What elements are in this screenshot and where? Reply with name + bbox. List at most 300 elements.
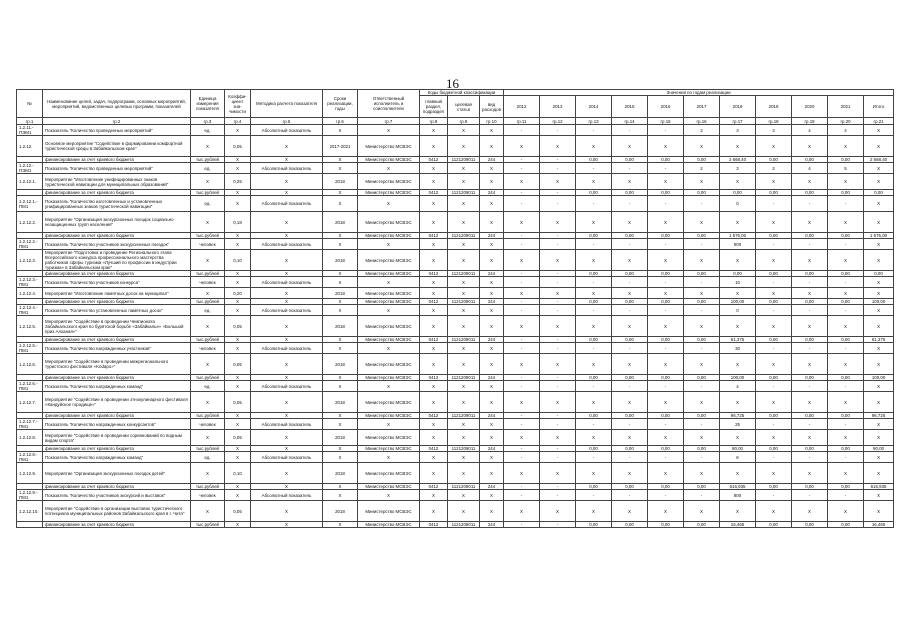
cell-responsible: Министерство МСВЭС [358, 271, 420, 277]
cell-y2015: X [612, 250, 648, 271]
cell-y2020: X [792, 288, 828, 299]
header-number: № [17, 90, 43, 118]
cell-y2015: - [612, 163, 648, 174]
cell-coefficient: 0,05 [225, 430, 251, 446]
cell-coefficient: X [225, 446, 251, 452]
column-number-cell: гр.8 [420, 118, 448, 125]
column-number-cell: гр.3 [191, 118, 225, 125]
cell-expense-type: X [480, 501, 504, 522]
cell-y2016: - [648, 381, 684, 392]
cell-name: финансирование за счет краевого бюджета [43, 337, 191, 343]
cell-chapter: X [420, 452, 448, 463]
cell-expense-type: X [480, 250, 504, 271]
cell-y2016: - [648, 125, 684, 136]
cell-y2017: X [684, 288, 720, 299]
cell-y2015: - [612, 125, 648, 136]
header-total: Итого [864, 96, 894, 118]
cell-y2018: X [720, 463, 756, 484]
cell-y2020: 0,00 [792, 157, 828, 163]
cell-name: Мероприятие "Организация экскурсионных поездок социально незащищенных групп населения" [43, 212, 191, 233]
cell-unit: тыс.рублей [191, 413, 225, 419]
cell-y2021: X [828, 212, 864, 233]
cell-y2013: - [540, 484, 576, 490]
cell-expense-type: 244 [480, 157, 504, 163]
cell-target-article: 1121209011 [448, 190, 480, 196]
cell-y2013: - [540, 125, 576, 136]
cell-y2012: - [504, 522, 540, 528]
cell-y2018: 8 [720, 452, 756, 463]
cell-expense-type: 244 [480, 190, 504, 196]
cell-responsible: Министерство МСВЭС [358, 522, 420, 528]
cell-total: 616,935 [864, 484, 894, 490]
cell-y2017: X [684, 392, 720, 413]
cell-y2014: - [576, 196, 612, 212]
cell-y2012: - [504, 233, 540, 239]
cell-coefficient: X [225, 419, 251, 430]
cell-unit: тыс.рублей [191, 337, 225, 343]
cell-name: Показатель "Количество награжденных конкурсантов" [43, 419, 191, 430]
cell-y2020: 4 [792, 163, 828, 174]
cell-coefficient: X [225, 343, 251, 354]
cell-responsible: X [358, 343, 420, 354]
cell-method: X [251, 250, 323, 271]
cell-expense-type: X [480, 392, 504, 413]
cell-chapter: 0412 [420, 522, 448, 528]
cell-y2015: X [612, 430, 648, 446]
cell-y2020: X [792, 501, 828, 522]
cell-total: X [864, 288, 894, 299]
header-budget-codes: Коды бюджетной классификации [420, 90, 504, 96]
cell-y2021: 0,00 [828, 233, 864, 239]
cell-y2019: X [756, 316, 792, 337]
cell-y2015: X [612, 288, 648, 299]
cell-unit: ед. [191, 125, 225, 136]
cell-y2014: X [576, 501, 612, 522]
cell-unit: человек [191, 490, 225, 501]
table-row [17, 452, 894, 463]
cell-target-article: X [448, 392, 480, 413]
cell-y2013: X [540, 501, 576, 522]
cell-chapter: X [420, 212, 448, 233]
cell-y2014: - [576, 419, 612, 430]
cell-chapter: X [420, 430, 448, 446]
cell-name: финансирование за счет краевого бюджета [43, 375, 191, 381]
cell-y2012: - [504, 163, 540, 174]
cell-y2015: 0,00 [612, 446, 648, 452]
cell-unit: тыс.рублей [191, 446, 225, 452]
cell-y2017: X [684, 250, 720, 271]
header-method: Методика расчета показателя [251, 90, 323, 118]
cell-y2018: 3 [720, 163, 756, 174]
cell-method: X [251, 375, 323, 381]
cell-y2013: - [540, 337, 576, 343]
cell-y2021: X [828, 392, 864, 413]
cell-y2021: - [828, 343, 864, 354]
cell-term: 2018 [323, 316, 358, 337]
cell-term: X [323, 419, 358, 430]
cell-y2015: - [612, 419, 648, 430]
cell-name: финансирование за счет краевого бюджета [43, 446, 191, 452]
cell-chapter: X [420, 250, 448, 271]
cell-coefficient: X [225, 271, 251, 277]
cell-target-article: X [448, 343, 480, 354]
cell-y2012: - [504, 299, 540, 305]
cell-y2016: X [648, 250, 684, 271]
cell-y2016: 0,00 [648, 484, 684, 490]
cell-coefficient: X [225, 375, 251, 381]
cell-y2016: - [648, 452, 684, 463]
cell-chapter: 0412 [420, 271, 448, 277]
column-number-cell: гр.6 [323, 118, 358, 125]
cell-y2021: - [828, 305, 864, 316]
column-number-cell: гр.9 [448, 118, 480, 125]
cell-number: 1.2.12.8.-ПМ1 [17, 452, 43, 463]
cell-y2020: X [792, 430, 828, 446]
cell-y2021: 0,00 [828, 446, 864, 452]
header-expense-type: вид расходов [480, 96, 504, 118]
column-number-row [17, 118, 894, 125]
cell-y2017: 0,00 [684, 337, 720, 343]
cell-coefficient: 0,05 [225, 316, 251, 337]
cell-y2021: X [828, 288, 864, 299]
cell-responsible: Министерство МСВЭС [358, 190, 420, 196]
cell-responsible: Министерство МСВЭС [358, 413, 420, 419]
cell-term: 2018 [323, 501, 358, 522]
cell-responsible: Министерство МСВЭС [358, 484, 420, 490]
cell-y2020: X [792, 136, 828, 157]
cell-expense-type: 244 [480, 271, 504, 277]
cell-number: 1.2.12.9. [17, 463, 43, 484]
header-year: 2012 [504, 96, 540, 118]
cell-name: Мероприятие "Изготовление унифицированных знаков туристической навигации для муниципальных образований" [43, 174, 191, 190]
cell-y2019: - [756, 305, 792, 316]
table-row [17, 305, 894, 316]
cell-y2017: X [684, 463, 720, 484]
cell-target-article: X [448, 212, 480, 233]
cell-y2016: X [648, 463, 684, 484]
cell-number: 1.2.12.7.-ПМ1 [17, 419, 43, 430]
cell-name: Показатель "Количество изготовленных и установленных унифицированных знаков туристической навигации" [43, 196, 191, 212]
cell-name: Показатель "Количество участников экскурсионных поездок" [43, 239, 191, 250]
cell-method: X [251, 430, 323, 446]
cell-y2013: - [540, 277, 576, 288]
cell-total: X [864, 354, 894, 375]
cell-unit: X [191, 392, 225, 413]
cell-y2020: - [792, 239, 828, 250]
cell-y2014: - [576, 305, 612, 316]
cell-y2015: 0,00 [612, 484, 648, 490]
cell-y2020: - [792, 343, 828, 354]
cell-y2016: - [648, 490, 684, 501]
cell-number: 1.2.12.7. [17, 392, 43, 413]
cell-y2020: 0,00 [792, 233, 828, 239]
cell-term: 2018 [323, 392, 358, 413]
cell-coefficient: 0,25 [225, 174, 251, 190]
cell-name: Основное мероприятие "Содействие в формировании комфортной туристической среды в Забайкальском крае" [43, 136, 191, 157]
cell-unit: ед. [191, 305, 225, 316]
cell-y2019: 0,00 [756, 271, 792, 277]
cell-target-article: X [448, 354, 480, 375]
cell-y2018: X [720, 288, 756, 299]
cell-total: X [864, 125, 894, 136]
cell-y2017: - [684, 419, 720, 430]
cell-name: финансирование за счет краевого бюджета [43, 271, 191, 277]
cell-target-article: X [448, 136, 480, 157]
cell-y2015: X [612, 174, 648, 190]
cell-name: финансирование за счет краевого бюджета [43, 522, 191, 528]
cell-y2017: - [684, 305, 720, 316]
cell-y2014: - [576, 239, 612, 250]
cell-y2014: X [576, 316, 612, 337]
header-year: 2013 [540, 96, 576, 118]
cell-unit: X [191, 354, 225, 375]
header-chapter: главный раздел, подраздел [420, 96, 448, 118]
cell-term: 2017-2021 [323, 136, 358, 157]
cell-responsible: X [358, 419, 420, 430]
cell-y2012: X [504, 354, 540, 375]
cell-y2013: - [540, 157, 576, 163]
cell-y2014: - [576, 163, 612, 174]
cell-y2015: X [612, 212, 648, 233]
cell-y2020: 0,00 [792, 190, 828, 196]
cell-total: X [864, 381, 894, 392]
header-year: 2016 [648, 96, 684, 118]
cell-number [17, 522, 43, 528]
cell-chapter: 0412 [420, 190, 448, 196]
cell-y2021: X [828, 501, 864, 522]
cell-name: Показатель "Количество награжденных команд" [43, 381, 191, 392]
cell-y2020: - [792, 419, 828, 430]
cell-y2021: X [828, 136, 864, 157]
cell-y2014: 0,00 [576, 157, 612, 163]
cell-name: финансирование за счет краевого бюджета [43, 190, 191, 196]
cell-y2018: 1 575,00 [720, 233, 756, 239]
cell-y2019: - [756, 277, 792, 288]
cell-method: Абсолютный показатель [251, 419, 323, 430]
cell-y2017: 2 [684, 163, 720, 174]
column-number-cell: гр.21 [864, 118, 894, 125]
header-year: 2015 [612, 96, 648, 118]
cell-y2017: - [684, 381, 720, 392]
cell-target-article: X [448, 250, 480, 271]
cell-total: X [864, 212, 894, 233]
cell-y2018: 0 [720, 305, 756, 316]
cell-y2018: X [720, 392, 756, 413]
cell-y2012: - [504, 190, 540, 196]
header-target-article: целевая статья [448, 96, 480, 118]
cell-number: 1.2.12.5.-ПМ1 [17, 343, 43, 354]
cell-y2016: X [648, 212, 684, 233]
cell-chapter: 0412 [420, 233, 448, 239]
cell-term: X [323, 381, 358, 392]
cell-y2014: 0,00 [576, 271, 612, 277]
cell-y2014: - [576, 277, 612, 288]
cell-y2015: 0,00 [612, 157, 648, 163]
table-row [17, 163, 894, 174]
cell-chapter: X [420, 277, 448, 288]
cell-responsible: Министерство МСВЭС [358, 337, 420, 343]
cell-chapter: 0412 [420, 375, 448, 381]
cell-y2013: - [540, 343, 576, 354]
table-row [17, 522, 894, 528]
cell-chapter: X [420, 305, 448, 316]
cell-total: X [864, 163, 894, 174]
cell-y2018: X [720, 354, 756, 375]
cell-name: Показатель "Количество проведенных мероприятий" [43, 163, 191, 174]
cell-name: Показатель "Количество участников конкурса" [43, 277, 191, 288]
cell-target-article: X [448, 316, 480, 337]
cell-y2020: 0,00 [792, 299, 828, 305]
cell-y2019: 0,00 [756, 299, 792, 305]
header-year: 2014 [576, 96, 612, 118]
cell-y2012: - [504, 413, 540, 419]
cell-y2021: 0,00 [828, 375, 864, 381]
cell-y2020: X [792, 316, 828, 337]
cell-y2019: 3 [756, 125, 792, 136]
cell-y2018: X [720, 174, 756, 190]
cell-chapter: 0412 [420, 446, 448, 452]
cell-method: X [251, 316, 323, 337]
cell-y2017: 0,00 [684, 271, 720, 277]
cell-expense-type: 244 [480, 375, 504, 381]
cell-responsible: X [358, 305, 420, 316]
cell-y2014: X [576, 212, 612, 233]
cell-total: 2 668,40 [864, 157, 894, 163]
cell-coefficient: X [225, 196, 251, 212]
cell-y2021: 5 [828, 163, 864, 174]
cell-y2013: - [540, 190, 576, 196]
cell-responsible: Министерство МСВЭС [358, 174, 420, 190]
cell-total: X [864, 196, 894, 212]
cell-y2017: X [684, 174, 720, 190]
cell-y2018: 616,935 [720, 484, 756, 490]
cell-y2020: 0,00 [792, 271, 828, 277]
cell-y2015: - [612, 490, 648, 501]
cell-name: Показатель "Количество проведенных мероприятий" [43, 125, 191, 136]
cell-total: X [864, 136, 894, 157]
cell-expense-type: X [480, 174, 504, 190]
cell-y2019: 0,00 [756, 522, 792, 528]
cell-target-article: X [448, 125, 480, 136]
cell-name: Мероприятие "Содействие в проведении соревнований по водным видам спорта" [43, 430, 191, 446]
cell-y2016: X [648, 316, 684, 337]
cell-responsible: X [358, 239, 420, 250]
cell-coefficient: X [225, 163, 251, 174]
cell-y2021: 0,00 [828, 337, 864, 343]
cell-y2015: - [612, 196, 648, 212]
cell-y2017: X [684, 354, 720, 375]
cell-y2016: 0,00 [648, 299, 684, 305]
cell-expense-type: X [480, 163, 504, 174]
cell-total: 16,465 [864, 522, 894, 528]
cell-chapter: 0412 [420, 299, 448, 305]
cell-y2020: 0,00 [792, 484, 828, 490]
cell-y2019: 3 [756, 163, 792, 174]
cell-y2018: 2 668,40 [720, 157, 756, 163]
cell-y2012: - [504, 157, 540, 163]
cell-y2014: X [576, 392, 612, 413]
cell-y2021: X [828, 354, 864, 375]
cell-number: 1.2.12.2. [17, 212, 43, 233]
cell-y2016: 0,00 [648, 413, 684, 419]
cell-y2013: X [540, 392, 576, 413]
cell-y2012: - [504, 277, 540, 288]
table-row [17, 250, 894, 271]
cell-term: X [323, 190, 358, 196]
cell-y2019: - [756, 490, 792, 501]
cell-y2019: X [756, 392, 792, 413]
table-row [17, 381, 894, 392]
table-row [17, 354, 894, 375]
cell-y2014: 0,00 [576, 337, 612, 343]
cell-method: X [251, 174, 323, 190]
cell-unit: X [191, 501, 225, 522]
cell-y2018: 0 [720, 196, 756, 212]
cell-y2016: 0,00 [648, 522, 684, 528]
column-number-cell: гр.2 [43, 118, 191, 125]
cell-coefficient: 0,05 [225, 501, 251, 522]
cell-unit: X [191, 174, 225, 190]
cell-unit: X [191, 212, 225, 233]
cell-y2016: - [648, 305, 684, 316]
cell-total: 90,00 [864, 446, 894, 452]
cell-y2015: - [612, 343, 648, 354]
table-row [17, 277, 894, 288]
cell-y2020: 0,00 [792, 446, 828, 452]
cell-expense-type: X [480, 277, 504, 288]
cell-coefficient: X [225, 381, 251, 392]
cell-y2021: - [828, 490, 864, 501]
cell-chapter: X [420, 316, 448, 337]
cell-y2012: - [504, 125, 540, 136]
cell-y2015: X [612, 136, 648, 157]
cell-y2020: X [792, 463, 828, 484]
cell-target-article: 1121209011 [448, 299, 480, 305]
cell-y2015: - [612, 381, 648, 392]
cell-y2013: - [540, 305, 576, 316]
cell-y2021: 0,00 [828, 522, 864, 528]
cell-expense-type: X [480, 419, 504, 430]
cell-term: 2018 [323, 174, 358, 190]
cell-y2017: 0,00 [684, 522, 720, 528]
cell-y2015: 0,00 [612, 337, 648, 343]
cell-y2018: 30 [720, 343, 756, 354]
cell-y2013: X [540, 174, 576, 190]
cell-y2014: - [576, 490, 612, 501]
cell-y2014: 0,00 [576, 484, 612, 490]
cell-chapter: 0412 [420, 157, 448, 163]
cell-coefficient: 0,05 [225, 392, 251, 413]
cell-y2016: 0,00 [648, 157, 684, 163]
cell-y2020: X [792, 174, 828, 190]
cell-term: 2018 [323, 430, 358, 446]
cell-y2018: 100,00 [720, 375, 756, 381]
cell-coefficient: X [225, 452, 251, 463]
cell-responsible: X [358, 452, 420, 463]
cell-target-article: X [448, 419, 480, 430]
cell-number: 1.2.12.3. [17, 250, 43, 271]
cell-y2020: - [792, 490, 828, 501]
cell-y2016: X [648, 288, 684, 299]
cell-chapter: X [420, 463, 448, 484]
cell-y2016: - [648, 196, 684, 212]
cell-responsible: Министерство МСВЭС [358, 430, 420, 446]
cell-y2017: 0,00 [684, 446, 720, 452]
cell-unit: X [191, 136, 225, 157]
cell-y2019: 0,00 [756, 157, 792, 163]
cell-y2012: - [504, 305, 540, 316]
cell-y2013: - [540, 413, 576, 419]
